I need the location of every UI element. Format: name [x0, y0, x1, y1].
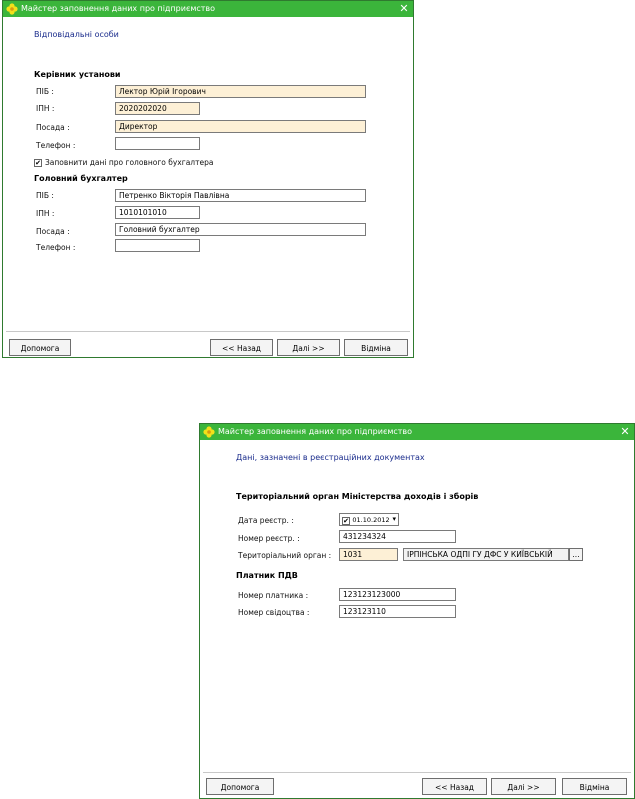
accountant-phone-label: Телефон :: [36, 243, 76, 252]
section-title: Дані, зазначені в реєстраційних документах: [236, 453, 425, 462]
back-button[interactable]: << Назад: [210, 339, 273, 356]
next-button[interactable]: Далі >>: [491, 778, 556, 795]
close-icon[interactable]: ✕: [399, 2, 409, 15]
wizard-window-responsible-persons: [2, 0, 414, 358]
fill-accountant-checkbox[interactable]: ✔: [35, 159, 41, 167]
payer-number-label: Номер платника :: [238, 591, 309, 600]
cancel-button[interactable]: Відміна: [344, 339, 408, 356]
reg-date-checkbox[interactable]: ✔: [343, 517, 349, 525]
organ-name-field[interactable]: ІРПІНСЬКА ОДПІ ГУ ДФС У КИЇВСЬКІЙ: [403, 548, 569, 561]
head-phone-field[interactable]: [115, 137, 200, 150]
reg-number-field[interactable]: 431234324: [339, 530, 456, 543]
reg-date-label: Дата реєстр. :: [238, 516, 294, 525]
head-position-label: Посада :: [36, 123, 70, 132]
accountant-ipn-label: ІПН :: [36, 209, 55, 218]
accountant-pib-field[interactable]: Петренко Вікторія Павлівна: [115, 189, 366, 202]
help-button[interactable]: Допомога: [206, 778, 274, 795]
button-bar-separator: [6, 331, 410, 332]
accountant-phone-field[interactable]: [115, 239, 200, 252]
reg-date-value: 01.10.2012: [352, 516, 390, 524]
vat-group-title: Платник ПДВ: [236, 571, 298, 580]
window-titlebar: [200, 424, 634, 440]
chevron-down-icon[interactable]: ▾: [392, 515, 396, 523]
head-pib-label: ПІБ :: [36, 87, 54, 96]
accountant-position-field[interactable]: Головний бухгалтер: [115, 223, 366, 236]
section-title: Відповідальні особи: [34, 30, 119, 39]
cancel-button[interactable]: Відміна: [562, 778, 627, 795]
head-ipn-field[interactable]: 2020202020: [115, 102, 200, 115]
window-title: Майстер заповнення даних про підприємство: [21, 4, 216, 13]
wizard-window-registration-data: [199, 423, 635, 799]
payer-number-field[interactable]: 123123123000: [339, 588, 456, 601]
button-bar-separator: [203, 772, 631, 773]
organ-browse-button[interactable]: ...: [569, 548, 583, 561]
reg-date-picker[interactable]: [339, 513, 399, 526]
accountant-pib-label: ПІБ :: [36, 191, 54, 200]
back-button[interactable]: << Назад: [422, 778, 487, 795]
head-pib-field[interactable]: Лектор Юрій Ігорович: [115, 85, 366, 98]
help-button[interactable]: Допомога: [9, 339, 71, 356]
accountant-ipn-field[interactable]: 1010101010: [115, 206, 200, 219]
head-group-title: Керівник установи: [34, 70, 121, 79]
next-button[interactable]: Далі >>: [277, 339, 340, 356]
close-icon[interactable]: ✕: [620, 425, 630, 438]
head-phone-label: Телефон :: [36, 141, 76, 150]
flower-icon: [203, 426, 215, 438]
certificate-field[interactable]: 123123110: [339, 605, 456, 618]
organ-code-field[interactable]: 1031: [339, 548, 398, 561]
accountant-group-title: Головний бухгалтер: [34, 174, 128, 183]
organ-label: Територіальний орган :: [238, 551, 332, 560]
flower-icon: [6, 3, 18, 15]
reg-number-label: Номер реєстр. :: [238, 534, 300, 543]
territorial-group-title: Територіальний орган Міністерства доходів і зборів: [236, 492, 479, 501]
certificate-label: Номер свідоцтва :: [238, 608, 310, 617]
fill-accountant-checkbox-label[interactable]: Заповнити дані про головного бухгалтера: [45, 158, 214, 167]
head-ipn-label: ІПН :: [36, 104, 55, 113]
window-title: Майстер заповнення даних про підприємство: [218, 427, 413, 436]
accountant-position-label: Посада :: [36, 227, 70, 236]
window-titlebar: [3, 1, 413, 17]
head-position-field[interactable]: Директор: [115, 120, 366, 133]
